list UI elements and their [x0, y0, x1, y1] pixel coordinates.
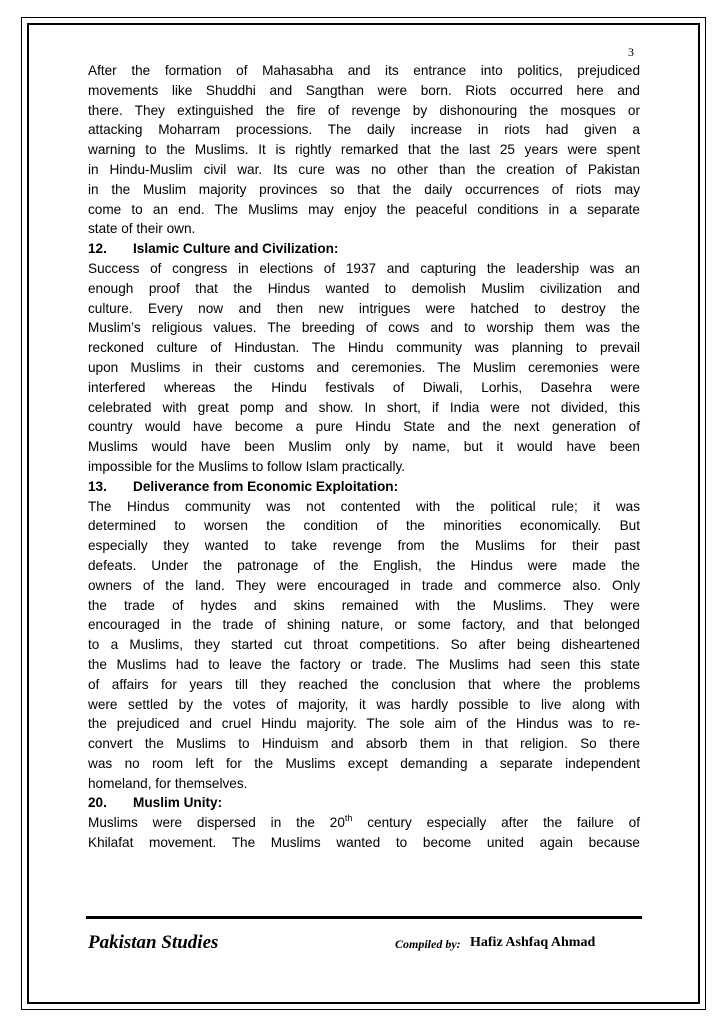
- section-title: Muslim Unity:: [133, 795, 223, 811]
- footer-compiled-label: Compiled by:: [395, 937, 461, 951]
- text-line: celebrated with great pomp and show. In short, if India were not divided, this: [88, 399, 640, 415]
- text-line: enough proof that the Hindus wanted to demolish Muslim civilization and: [88, 280, 640, 296]
- text-line: there. They extinguished the fire of revenge by dishonouring the mosques or: [88, 102, 640, 118]
- text-line: [88, 813, 640, 833]
- text-line: come to an end. The Muslims may enjoy the peaceful conditions in a separate: [88, 201, 640, 217]
- text-fragment: Muslims were dispersed in the 20: [88, 815, 345, 831]
- footer-rule: [86, 916, 642, 919]
- section-number: 12.: [88, 241, 107, 257]
- section-12-heading: [88, 239, 640, 259]
- text-line: country would have become a pure Hindu State and the next generation of: [88, 419, 640, 435]
- text-line: After the formation of Mahasabha and its entrance into politics, prejudiced: [88, 63, 640, 78]
- text-line: state of their own.: [88, 221, 196, 237]
- text-line: attacking Moharram processions. The daily increase in riots had given a: [88, 122, 640, 138]
- text-line: convert the Muslims to Hinduism and absorb them in that religion. So there: [88, 736, 640, 752]
- text-line: the Muslims had to leave the factory or trade. The Muslims had seen this state: [88, 656, 640, 672]
- section-20-heading: [88, 793, 640, 813]
- text-line: owners of the land. They were encouraged in trade and commerce also. Only: [88, 577, 640, 593]
- section-title: Deliverance from Economic Exploitation:: [133, 478, 399, 494]
- intro-paragraph: [88, 61, 640, 239]
- text-line: to a Muslims, they started cut throat competitions. So after being disheartened: [88, 637, 640, 653]
- text-line: movements like Shuddhi and Sangthan were born. Riots occurred here and: [88, 82, 640, 98]
- text-line: The Hindus community was not contented with the political rule; it was: [88, 498, 640, 514]
- text-fragment: century especially after the failure of: [352, 815, 641, 831]
- section-13-heading: [88, 477, 640, 497]
- text-line: encouraged in the trade of shining nature, or some factory, and that belonged: [88, 617, 640, 633]
- section-20-paragraph: [88, 813, 640, 853]
- text-line: the trade of hydes and skins remained with the Muslims. They were: [88, 597, 640, 613]
- section-number: 20.: [88, 795, 107, 811]
- text-line: upon Muslims in their customs and ceremonies. The Muslim ceremonies were: [88, 359, 640, 375]
- section-number: 13.: [88, 478, 107, 494]
- text-line: homeland, for themselves.: [88, 775, 248, 791]
- text-line: Khilafat movement. The Muslims wanted to become united again because: [88, 835, 640, 851]
- document-body: [88, 61, 640, 853]
- text-line: interfered whereas the Hindu festivals of Diwali, Lorhis, Dasehra were: [88, 379, 640, 395]
- section-13-paragraph: [88, 497, 640, 794]
- text-line: the prejudiced and cruel Hindu majority. The sole aim of the Hindus was to re-: [88, 716, 640, 732]
- text-line: determined to worsen the condition of the minorities economically. But: [88, 518, 640, 534]
- text-line: of affairs for years till they reached the conclusion that where the problems: [88, 676, 640, 692]
- text-line: Muslims would have been Muslim only by name, but it would have been: [88, 439, 640, 455]
- text-line: reckoned culture of Hindustan. The Hindu community was planning to prevail: [88, 340, 640, 356]
- section-12-paragraph: [88, 259, 640, 477]
- section-title: Islamic Culture and Civilization:: [133, 241, 339, 257]
- text-line: in Hindu-Muslim civil war. Its cure was no other than the creation of Pakistan: [88, 161, 640, 177]
- text-line: in the Muslim majority provinces so that the daily occurrences of riots may: [88, 181, 640, 197]
- footer-title: Pakistan Studies: [88, 932, 219, 953]
- page-number: 3: [628, 45, 634, 59]
- text-line: Muslim’s religious values. The breeding of cows and to worship them was the: [88, 320, 640, 336]
- text-line: especially they wanted to take revenge from the Muslims for their past: [88, 538, 640, 554]
- text-line: were settled by the votes of majority, it was hardly possible to live along with: [88, 696, 640, 712]
- text-line: was no room left for the Muslims except demanding a separate independent: [88, 755, 640, 771]
- text-line: warning to the Muslims. It is rightly remarked that the last 25 years were spent: [88, 142, 640, 158]
- text-line: impossible for the Muslims to follow Islam practically.: [88, 458, 406, 474]
- text-line: defeats. Under the patronage of the English, the Hindus were made the: [88, 557, 640, 573]
- ordinal-superscript: th: [344, 813, 353, 824]
- footer-author: Hafiz Ashfaq Ahmad: [470, 935, 596, 950]
- text-line: Success of congress in elections of 1937 and capturing the leadership was an: [88, 260, 640, 276]
- text-line: culture. Every now and then new intrigues were hatched to destroy the: [88, 300, 640, 316]
